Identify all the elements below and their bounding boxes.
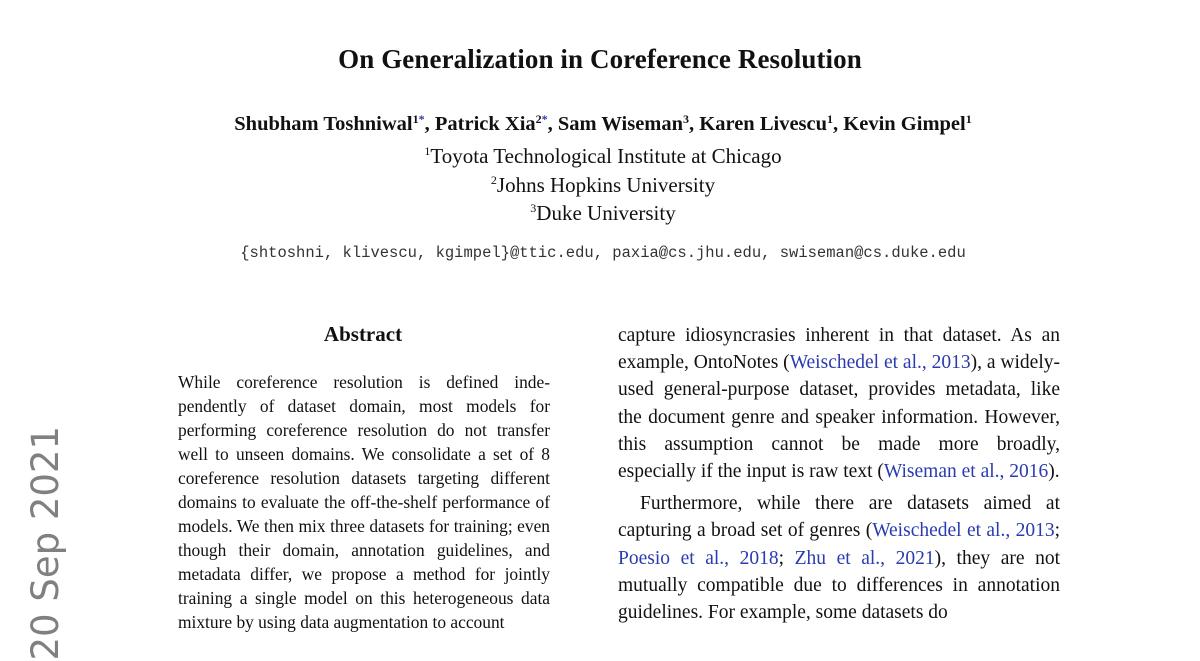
equal-contribution-marker[interactable]: * [418, 112, 425, 126]
author-name: Patrick Xia [434, 113, 536, 135]
author-name: Sam Wiseman [557, 113, 684, 135]
affiliation-list [0, 142, 1200, 228]
body-paragraph [618, 490, 1060, 626]
citation-link[interactable]: Zhu et al., 2021 [794, 547, 935, 569]
citation-separator: ; [778, 547, 795, 569]
affiliation-number: 1 [424, 144, 431, 158]
paper-title: On Generalization in Coreference Resolution [338, 44, 862, 74]
affiliation-name: Duke University [536, 201, 676, 225]
affiliation [0, 171, 1200, 200]
affiliation-marker: 3 [683, 112, 690, 126]
citation-separator: ; [1054, 520, 1060, 542]
abstract-heading: Abstract [323, 322, 403, 346]
citation-link[interactable]: Weischedel et al., 2013 [789, 352, 971, 374]
body-text: Furthermore, while there are datasets aimed at capturing a broad set of genres ( [618, 493, 1060, 542]
body-text: capture idiosyncrasies inherent in that dataset. As an example, OntoNotes ( [618, 325, 1060, 374]
affiliation-marker: 2 [535, 112, 542, 126]
citation-link[interactable]: Weischedel et al., 2013 [872, 520, 1055, 542]
body-column [618, 322, 1060, 626]
affiliation-marker: 1 [412, 112, 419, 126]
author-emails: {shtoshni, klivescu, kgimpel}@ttic.edu, paxia@cs.jhu.edu, swiseman@cs.duke.edu [240, 244, 966, 262]
affiliation [0, 199, 1200, 228]
affiliation [0, 142, 1200, 171]
body-text: ). [1048, 461, 1060, 483]
body-text: ), they are not mutually compatible due to differences in annotation guidelines. For example, some datasets do [618, 547, 1060, 624]
citation-link[interactable]: Wiseman et al., 2016 [883, 461, 1049, 483]
author-name: Kevin Gimpel [843, 113, 966, 135]
abstract-text: While coreference resolution is defined independently of dataset domain, most models for performing coreference resolution do not transfer well to unseen domains. We consolidate a set of 8 coreference resolution datasets targeting different domains to evaluate the off-the-shelf performance of models. We then mix three datasets for training; even though their domain, annotation guidelines, and metadata differ, we propose a method for jointly training a single model on this heterogeneous data mixture by using data augmentation to account [178, 372, 550, 632]
body-text: ), a widely-used general-purpose dataset, provides metadata, like the document genre and speaker information. However, this assumption cannot be made more broadly, especially if the input is raw text ( [618, 352, 1060, 483]
affiliation-marker: 1 [827, 112, 834, 126]
affiliation-marker: 1 [965, 112, 972, 126]
affiliation-name: Johns Hopkins University [496, 172, 716, 197]
author-name: Shubham Toshniwal [234, 113, 413, 135]
citation-link[interactable]: Poesio et al., 2018 [618, 547, 779, 569]
equal-contribution-marker[interactable]: * [541, 112, 548, 126]
affiliation-number: 3 [530, 201, 537, 215]
arxiv-date-stamp: 20 Sep 2021 [24, 426, 67, 661]
affiliation-name: Toyota Technological Institute at Chicago [430, 144, 782, 168]
body-paragraph [618, 322, 1060, 485]
affiliation-number: 2 [490, 172, 497, 187]
author-list: Shubham Toshniwal$^{1*}$, Patrick Xia$^{2*}$, Sam Wiseman$^3$, Karen Livescu$^1$, Kevin Gimpel$^1$ [234, 112, 972, 135]
author-name: Karen Livescu [699, 113, 828, 135]
